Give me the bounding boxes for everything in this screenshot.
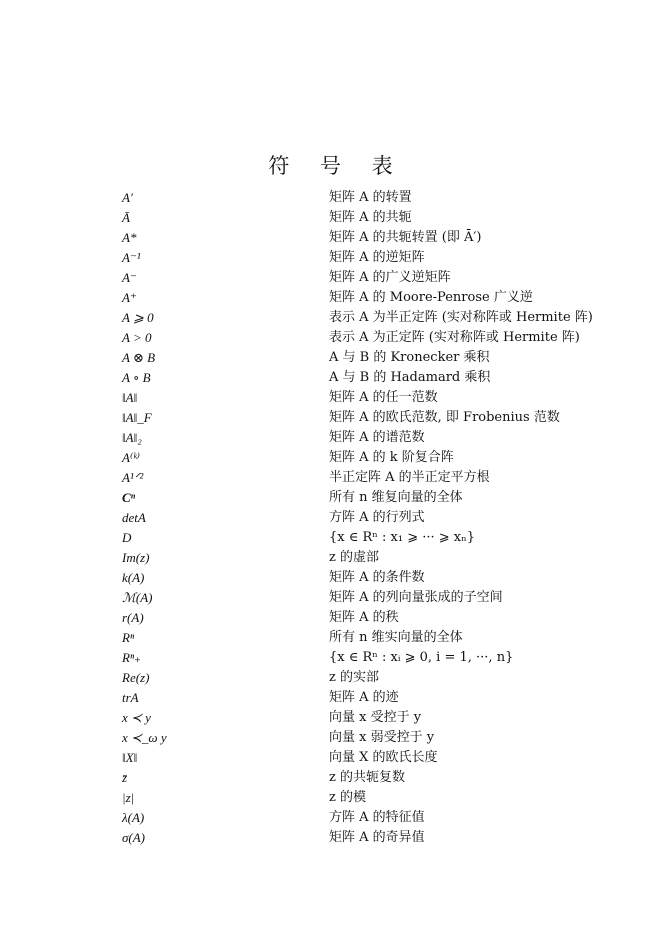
description-cell: 表示 A 为半正定阵 (实对称阵或 Hermite 阵)	[329, 310, 593, 325]
description-cell: 矩阵 A 的 Moore-Penrose 广义逆	[329, 290, 533, 305]
table-row	[122, 208, 622, 228]
symbol-cell: λ(A)	[122, 810, 145, 825]
symbol-cell: σ(A)	[122, 830, 146, 845]
symbol-cell: A′	[122, 190, 133, 205]
table-row	[122, 728, 622, 748]
table-row	[122, 708, 622, 728]
description-cell: 所有 n 维实向量的全体	[329, 630, 463, 645]
description-cell: 矩阵 A 的任一范数	[329, 390, 438, 405]
symbol-table	[122, 188, 622, 848]
description-cell: 矩阵 A 的共轭转置 (即 Ā′)	[329, 230, 482, 245]
description-cell: A 与 B 的 Hadamard 乘积	[329, 370, 491, 385]
symbol-cell: z̄	[122, 770, 128, 785]
table-row	[122, 508, 622, 528]
description-cell: 矩阵 A 的 k 阶复合阵	[329, 450, 454, 465]
table-row	[122, 408, 622, 428]
symbol-cell: k(A)	[122, 570, 145, 585]
symbol-cell: Im(z)	[122, 550, 150, 565]
table-row	[122, 188, 622, 208]
symbol-cell: ‖A‖_F	[122, 410, 152, 425]
table-row	[122, 648, 622, 668]
table-row	[122, 268, 622, 288]
description-cell: {x ∈ Rⁿ : xᵢ ⩾ 0, i = 1, ···, n}	[329, 650, 514, 665]
description-cell: 表示 A 为正定阵 (实对称阵或 Hermite 阵)	[329, 330, 580, 345]
table-row	[122, 768, 622, 788]
symbol-cell: x ≺_ω y	[122, 730, 167, 745]
description-cell: z 的模	[329, 790, 366, 805]
description-cell: 矩阵 A 的欧氏范数, 即 Frobenius 范数	[329, 410, 560, 425]
description-cell: 矩阵 A 的迹	[329, 690, 399, 705]
symbol-cell: Re(z)	[122, 670, 150, 685]
description-cell: z 的共轭复数	[329, 770, 405, 785]
symbol-cell: A⁻	[122, 270, 137, 285]
description-cell: z 的实部	[329, 670, 379, 685]
description-cell: A 与 B 的 Kronecker 乘积	[329, 350, 490, 365]
symbol-cell: detA	[122, 510, 146, 525]
table-row	[122, 228, 622, 248]
symbol-cell: A⁺	[122, 290, 137, 305]
symbol-cell: x ≺ y	[122, 710, 151, 725]
symbol-cell: D	[122, 530, 132, 545]
table-row	[122, 488, 622, 508]
symbol-cell: ‖A‖₂	[122, 430, 142, 445]
table-row	[122, 468, 622, 488]
description-cell: 向量 x 弱受控于 y	[329, 730, 435, 745]
table-row	[122, 628, 622, 648]
table-row	[122, 688, 622, 708]
description-cell: 矩阵 A 的广义逆矩阵	[329, 270, 451, 285]
symbol-cell: A ∘ B	[122, 370, 151, 385]
description-cell: 矩阵 A 的共轭	[329, 210, 412, 225]
table-row	[122, 668, 622, 688]
symbol-cell: Ā	[122, 210, 130, 225]
table-row	[122, 248, 622, 268]
description-cell: 向量 X 的欧氏长度	[329, 750, 438, 765]
description-cell: 所有 n 维复向量的全体	[329, 490, 463, 505]
description-cell: 方阵 A 的行列式	[329, 510, 425, 525]
description-cell: 矩阵 A 的条件数	[329, 570, 425, 585]
symbol-cell: Rⁿ₊	[122, 650, 141, 665]
table-row	[122, 428, 622, 448]
symbol-cell: Rⁿ	[122, 630, 135, 645]
description-cell: 矩阵 A 的列向量张成的子空间	[329, 590, 503, 605]
description-cell: 半正定阵 A 的半正定平方根	[329, 470, 490, 485]
symbol-cell: ‖X‖	[122, 750, 138, 765]
table-row	[122, 528, 622, 548]
table-row	[122, 308, 622, 328]
symbol-cell: |z|	[122, 790, 135, 805]
table-row	[122, 568, 622, 588]
table-row	[122, 328, 622, 348]
description-cell: 矩阵 A 的奇异值	[329, 830, 425, 845]
symbol-cell: A ⊗ B	[122, 350, 156, 365]
symbol-cell: A⁻¹	[122, 250, 141, 265]
table-row	[122, 608, 622, 628]
description-cell: {x ∈ Rⁿ : x₁ ⩾ ··· ⩾ xₙ}	[329, 530, 476, 545]
symbol-cell: A*	[122, 230, 137, 245]
description-cell: z 的虚部	[329, 550, 379, 565]
description-cell: 矩阵 A 的秩	[329, 610, 399, 625]
symbol-cell: r(A)	[122, 610, 144, 625]
symbol-cell: ‖A‖	[122, 390, 138, 405]
table-row	[122, 388, 622, 408]
description-cell: 方阵 A 的特征值	[329, 810, 425, 825]
page-title: 符 号 表	[268, 154, 405, 178]
symbol-cell: A > 0	[122, 330, 152, 345]
symbol-cell: A ⩾ 0	[122, 310, 154, 325]
table-row	[122, 588, 622, 608]
description-cell: 矩阵 A 的转置	[329, 190, 412, 205]
description-cell: 矩阵 A 的逆矩阵	[329, 250, 425, 265]
table-row	[122, 448, 622, 468]
symbol-cell: trA	[122, 690, 139, 705]
table-row	[122, 548, 622, 568]
table-row	[122, 828, 622, 848]
symbol-cell: A⁽ᵏ⁾	[122, 450, 140, 465]
table-row	[122, 788, 622, 808]
table-row	[122, 748, 622, 768]
symbol-cell: A¹ᐟ²	[122, 470, 144, 485]
description-cell: 矩阵 A 的谱范数	[329, 430, 425, 445]
table-row	[122, 288, 622, 308]
symbol-cell: Cⁿ	[122, 490, 136, 505]
table-row	[122, 368, 622, 388]
description-cell: 向量 x 受控于 y	[329, 710, 422, 725]
symbol-cell: ℳ(A)	[122, 590, 153, 605]
table-row	[122, 808, 622, 828]
table-row	[122, 348, 622, 368]
